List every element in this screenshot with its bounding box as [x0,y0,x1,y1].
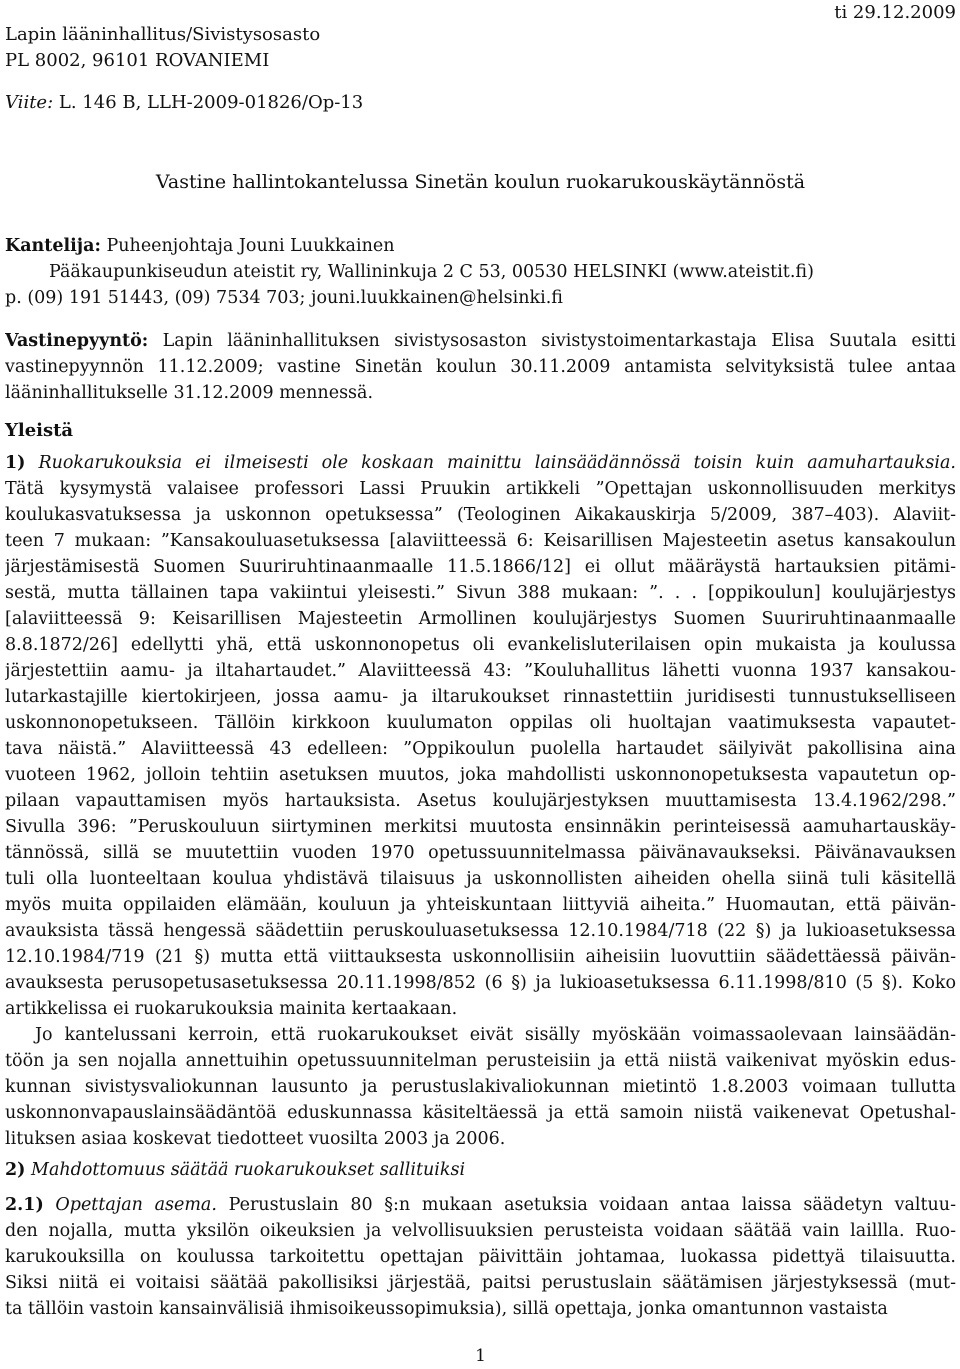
section-1-paragraph-2 [5,1022,956,1152]
section-2-1 [5,1192,956,1322]
section-2-1-number: 2.1) [5,1195,44,1215]
body-line: 8.8.1872/26] edellytti yhä, että uskonnonopetus oli evankelisluterilaisen opin mukaista ja koulussa [5,635,956,655]
body-line: [alaviitteessä 9: Keisarillisen Majesteetin Armollinen koulujärjestys Suomen Suuriruhtinaanmaalle [5,609,956,629]
section-1-number: 1) [5,453,26,473]
body-line: lutarkastajille kiertokirjeen, jossa aamu- ja iltarukoukset rinnastettiin juridisesti tunnustukselliseen [5,687,956,707]
page-title: Vastine hallintokantelussa Sinetän koulun ruokarukouskäytännöstä [155,171,806,193]
section-2-title: Mahdottomuus säätää ruokarukoukset sallituiksi [31,1160,466,1180]
request-block [5,328,956,406]
reference-label: Viite: [5,92,54,113]
body-line: Tätä kysymystä valaisee professori Lassi Pruukin artikkeli ”Opettajan uskonnollisuuden merkitys [5,479,956,499]
section-2-number: 2) [5,1160,26,1180]
body-line: artikkelissa ei ruokarukouksia mainita kertaakaan. [5,999,458,1019]
section-1-title: Ruokarukouksia ei ilmeisesti ole koskaan mainittu lainsäädännössä toisin kuin aamuhartauksia. [38,453,956,473]
body-line: uskonnonopetukseen. Tällöin kirkkoon kuulumaton oppilas oli huoltajan vaatimuksesta vapautet- [5,713,956,733]
request-line-1: Lapin lääninhallituksen sivistysosaston sivistystoimentarkastaja Elisa Suutala esitti [162,331,956,351]
body-line: den nojalla, mutta yksilön oikeuksien ja velvollisuuksien perusteista voidaan säätää vain laillla. Ruo- [5,1221,956,1241]
reference [5,90,363,116]
request-line-2: vastinepyynnön 11.12.2009; vastine Sinetän koulun 30.11.2009 antamista selvityksistä tulee antaa [5,357,956,377]
body-line: avauksista tässä hengessä säädettiin peruskouluasetuksessa 12.10.1984/718 (22 §) ja lukioasetuksessa [5,921,956,941]
body-line: sestä, mutta tällainen tapa vakiintui yleisesti.” Sivun 388 mukaan: ”. . . [oppikoulun] koulujärjestys [5,583,956,603]
sender-name: Lapin lääninhallitus/Sivistysosasto [5,24,321,45]
body-line: järjestämisestä Suomen Suuriruhtinaanmaalle 11.5.1866/12] ei ollut määräystä hartauksien pitämi- [5,557,956,577]
body-line: tuli olla luonteeltaan koulua yhdistävä tilaisuus ja uskonnollisten aiheiden ohella siinä tuli käsitellä [5,869,956,889]
body-line: teen 7 mukaan: ”Kansakouluasetuksessa [alaviitteessä 6: Keisarillisen Majesteetin asetus kansakoulun [5,531,956,551]
body-line: tännössä, sillä se muutettiin vuoden 1970 opetussuunnitelmassa päivänavaukseksi. Päivänavauksen [5,843,956,863]
complainant-name: Puheenjohtaja Jouni Luukkainen [106,236,395,256]
section-2-1-body [5,1218,956,1322]
page-number: 1 [475,1346,486,1366]
section-1 [5,450,956,1152]
body-line: uskonnonvapauslainsäädäntöä eduskunnassa käsiteltäessä ja että samoin niistä vaikenevat Opetushal- [5,1103,956,1123]
body-line: lituksen asiaa koskevat tiedotteet vuosilta 2003 ja 2006. [5,1129,506,1149]
body-line: vuoteen 1962, jolloin tehtiin asetuksen muutos, joka mahdollisti uskonnonopetuksesta vapautetun op- [5,765,956,785]
complainant-label: Kantelija: [5,236,101,256]
request-line-3: lääninhallitukselle 31.12.2009 mennessä. [5,383,374,403]
body-line: pilaan vapauttamisen myös hartauksista. Asetus koulujärjestyksen muuttamisesta 13.4.1962/298.” [5,791,956,811]
body-line: tava näistä.” Alaviitteessä 43 edelleen: ”Oppikoulun puolella hartaudet säilyivät pakollisina aina [5,739,956,759]
complainant-contact: p. (09) 191 51443, (09) 7534 703; jouni.luukkainen@helsinki.fi [5,288,563,308]
complainant-address: Pääkaupunkiseudun ateistit ry, Wallininkuja 2 C 53, 00530 HELSINKI (www.ateistit.fi) [49,262,814,282]
section-heading-general: Yleistä [5,420,74,441]
body-line: töön ja sen nojalla annettuihin opetussuunnitelman perusteisiin ja että niistä vaikenivat myöskin edus- [5,1051,956,1071]
body-line: 12.10.1984/719 (21 §) mutta että viittauksesta uskonnollisiin aiheisiin luovuttiin säädettäessä päivän- [5,947,956,967]
body-line: karukouksilla on koulussa tarkoitettu opettajan päivittäin johtamaa, luokassa pidettyä tilaisuutta. [5,1247,956,1267]
body-line: järjestettiin aamu- ja iltahartaudet.” Alaviitteessä 43: ”Kouluhallitus lähetti vuonna 1937 kansakou- [5,661,956,681]
body-line: Siksi niitä ei voitaisi säätää pakollisiksi järjestää, paitsi perustuslain säätämisen järjestyksessä (mut- [5,1273,956,1293]
reference-value: L. 146 B, LLH-2009-01826/Op-13 [58,92,364,113]
section-2-heading [5,1157,465,1183]
body-line: myös muita oppilaiden elämään, kouluun ja yhteiskuntaan liittyviä aiheita.” Huomautan, että päivän- [5,895,956,915]
section-2-1-title: Opettajan asema. [55,1195,217,1215]
section-2-1-line-0: Perustuslain 80 §:n mukaan asetuksia voidaan antaa laissa säädetyn valtuu- [228,1195,956,1215]
body-line: Jo kantelussani kerroin, että ruokarukoukset eivät sisälly myöskään voimassaolevaan lainsäädän- [35,1025,956,1045]
body-line: koulukasvatuksessa ja uskonnon opetuksessa” (Teologinen Aikakauskirja 5/2009, 387–403). Alaviit- [5,505,956,525]
request-label: Vastinepyyntö: [5,331,149,351]
section-1-body [5,476,956,1022]
body-line: ta tällöin vastoin kansainvälisiä ihmisoikeussopimuksia), sillä opettaja, jonka omantunnon vastaista [5,1299,888,1319]
body-line: Sivulla 396: ”Peruskouluun siirtyminen merkitsi muutosta ensinnäkin perinteisessä aamuhartauskäy- [5,817,956,837]
body-line: kunnan sivistysvaliokunnan lausunto ja perustuslakivaliokunnan mietintö 1.8.2003 voimaan tullutta [5,1077,956,1097]
body-line: avauksesta perusopetusasetuksessa 20.11.1998/852 (6 §) ja lukioasetuksessa 6.11.1998/810 (5 §). Koko [5,973,956,993]
sender-address: PL 8002, 96101 ROVANIEMI [5,50,270,71]
document-date: ti 29.12.2009 [834,2,956,23]
complainant-block [5,233,956,311]
